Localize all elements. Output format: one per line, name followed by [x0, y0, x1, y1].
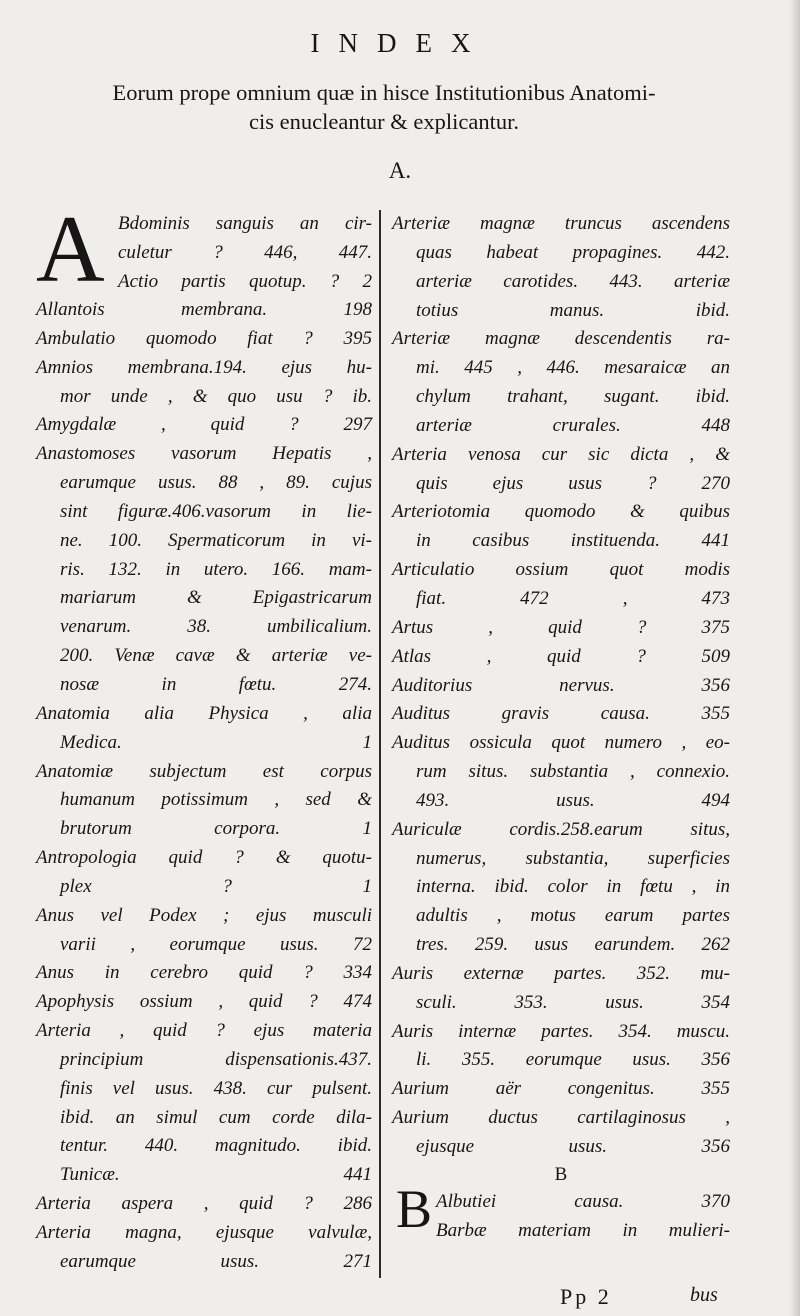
subtitle-line-2: cis enucleantur & explicantur. [249, 109, 519, 134]
dropcap-line: culetur ? 446, 447. [118, 241, 372, 263]
index-entry [36, 1190, 372, 1219]
index-entry-line: numerus, substantia, superficies [416, 847, 730, 869]
index-entry-line: Arteriotomia quomodo & quibus [392, 501, 730, 523]
index-entry [392, 1075, 730, 1104]
index-entry-line: Allantois membrana. 198 [36, 299, 372, 320]
left-column [36, 196, 372, 1277]
dropcap-letter-b: B [396, 1178, 433, 1239]
index-entry [36, 959, 372, 988]
index-entry-line: Arteria magna, ejusque valvulæ, [36, 1222, 372, 1243]
index-entry [392, 700, 730, 729]
index-entry [392, 614, 730, 643]
index-entry-line: Arteria aspera , quid ? 286 [36, 1193, 372, 1215]
index-entry-line: Anatomia alia Physica , alia [36, 702, 372, 724]
index-entry-line: sint figuræ.406.vasorum in lie- [60, 500, 372, 522]
index-entry-line: 493. usus. 494 [416, 789, 730, 811]
index-entry-line: humanum potissimum , sed & [60, 789, 372, 811]
index-entry [36, 902, 372, 960]
index-entry [392, 672, 730, 701]
index-entry-line: venarum. 38. umbilicalium. [60, 616, 372, 638]
section-heading-b: B [554, 1163, 568, 1185]
subtitle-line-1: Eorum prope omnium quæ in hisce Institutionibus Anatomi- [112, 80, 656, 105]
index-entry-line: adultis , motus earum partes [416, 905, 730, 927]
index-entry-line: principium dispensationis.437. [60, 1048, 372, 1070]
index-entry-line: brutorum corpora. 1 [60, 818, 372, 840]
index-entry [36, 844, 372, 902]
index-entry-line: tres. 259. usus earundem. 262 [416, 934, 730, 956]
signature-mark: Pp 2 [560, 1284, 612, 1309]
index-entry [392, 816, 730, 960]
catchword: bus [690, 1284, 718, 1306]
index-entry-line: Ambulatio quomodo fiat ? 395 [36, 327, 372, 349]
page-edge-shadow [790, 0, 800, 1316]
index-entry-line: mor unde , & quo usu ? ib. [60, 385, 372, 407]
index-entry-line: in casibus instituenda. 441 [416, 530, 730, 552]
index-entry-line: Articulatio ossium quot modis [392, 559, 730, 581]
index-entry [36, 440, 372, 700]
dropcap-letter: A [36, 196, 105, 302]
index-entry [392, 325, 730, 440]
dropcap-b-text [436, 1188, 730, 1246]
index-entry-line: quas habeat propagines. 442. [416, 241, 730, 263]
index-entry [392, 210, 730, 325]
index-entry-line: tentur. 440. magnitudo. ibid. [60, 1135, 372, 1157]
index-entry [392, 643, 730, 672]
index-entry-line: Auris externæ partes. 352. mu- [392, 962, 730, 984]
dropcap-line: Bdominis sanguis an cir- [118, 213, 372, 234]
index-entry [36, 354, 372, 412]
index-entry-line: Anus in cerebro quid ? 334 [36, 962, 372, 984]
index-entry [392, 1104, 730, 1162]
index-entry-line: earumque usus. 88 , 89. cujus [60, 472, 372, 494]
right-entry-list [392, 210, 730, 1162]
left-entry-list [36, 296, 372, 1277]
index-entry-line: sculi. 353. usus. 354 [416, 991, 730, 1013]
index-entry-line: plex ? 1 [60, 875, 372, 897]
index-entry [392, 441, 730, 499]
index-entry [392, 556, 730, 614]
index-entry-line: Amnios membrana.194. ejus hu- [36, 356, 372, 378]
index-entry-line: Aurium ductus cartilaginosus , [392, 1107, 730, 1129]
index-entry-line: Anastomoses vasorum Hepatis , [36, 443, 372, 465]
index-entry-line: varii , eorumque usus. 72 [60, 933, 372, 955]
index-entry-line: Arteria venosa cur sic dicta , & [392, 443, 730, 465]
index-entry-line: mariarum & Epigastricarum [60, 587, 372, 609]
index-entry [392, 729, 730, 816]
index-entry-line: Aurium aër congenitus. 355 [392, 1078, 730, 1100]
dropcap-b-line: Albutiei causa. 370 [436, 1190, 730, 1212]
running-head: INDEX [310, 28, 490, 58]
index-entry-line: Artus , quid ? 375 [392, 616, 730, 638]
index-entry-line: Arteria , quid ? ejus materia [36, 1020, 372, 1042]
dropcap-entry-abdominis [36, 196, 372, 302]
index-entry [36, 1017, 372, 1190]
index-entry-line: Auditorius nervus. 356 [392, 674, 730, 696]
index-entry-line: Auditus ossicula quot numero , eo- [392, 732, 730, 754]
index-entry-line: 200. Venæ cavæ & arteriæ ve- [60, 645, 372, 667]
index-entry-line: Anus vel Podex ; ejus musculi [36, 904, 372, 926]
index-entry-line: arteriæ crurales. 448 [416, 414, 730, 436]
dropcap-entry-albutiei [392, 1178, 730, 1246]
index-entry-line: Antropologia quid ? & quotu- [36, 847, 372, 869]
index-entry [36, 700, 372, 758]
index-entry-line: ibid. an simul cum corde dila- [60, 1106, 372, 1128]
index-entry [36, 325, 372, 354]
index-entry-line: ejusque usus. 356 [416, 1136, 730, 1157]
index-entry [392, 960, 730, 1018]
dropcap-b-line: Barbæ materiam in mulieri- [436, 1219, 730, 1241]
column-divider [379, 210, 381, 1278]
dropcap-line: Actio partis quotup. ? 2 [118, 270, 372, 292]
index-entry-line: interna. ibid. color in fœtu , in [416, 876, 730, 898]
index-entry-line: Amygdalæ , quid ? 297 [36, 414, 372, 436]
index-entry-line: ne. 100. Spermaticorum in vi- [60, 529, 372, 551]
index-entry [36, 411, 372, 440]
index-entry-line: chylum trahant, sugant. ibid. [416, 386, 730, 408]
index-entry [36, 758, 372, 845]
index-entry [392, 498, 730, 556]
index-entry-line: Auris internæ partes. 354. muscu. [392, 1020, 730, 1042]
index-entry-line: Arteriæ magnæ truncus ascendens [392, 213, 730, 234]
index-entry-line: fiat. 472 , 473 [416, 587, 730, 609]
index-entry-line: Tunicæ. 441 [60, 1164, 372, 1186]
right-column [392, 210, 730, 1246]
index-entry-line: arteriæ carotides. 443. arteriæ [416, 270, 730, 292]
index-entry-line: finis vel usus. 438. cur pulsent. [60, 1077, 372, 1099]
index-entry-line: li. 355. eorumque usus. 356 [416, 1049, 730, 1071]
index-entry [392, 1018, 730, 1076]
index-entry-line: Apophysis ossium , quid ? 474 [36, 991, 372, 1013]
index-entry-line: Auditus gravis causa. 355 [392, 703, 730, 725]
index-entry-line: mi. 445 , 446. mesaraicæ an [416, 357, 730, 379]
index-entry-line: ris. 132. in utero. 166. mam- [60, 558, 372, 580]
index-entry-line: Arteriæ magnæ descendentis ra- [392, 328, 730, 350]
index-entry-line: rum situs. substantia , connexio. [416, 761, 730, 783]
dropcap-text [118, 210, 372, 297]
index-entry-line: nosæ in fœtu. 274. [60, 673, 372, 695]
index-entry-line: totius manus. ibid. [416, 299, 730, 321]
index-entry [36, 988, 372, 1017]
index-entry-line: Anatomiæ subjectum est corpus [36, 760, 372, 782]
index-entry [36, 1219, 372, 1277]
index-entry-line: quis ejus usus ? 270 [416, 472, 730, 494]
section-heading-a: A. [388, 158, 412, 183]
index-subtitle [44, 78, 724, 136]
index-entry-line: earumque usus. 271 [60, 1250, 372, 1272]
index-entry-line: Medica. 1 [60, 731, 372, 753]
index-entry-line: Atlas , quid ? 509 [392, 645, 730, 667]
index-entry-line: Auriculæ cordis.258.earum situs, [392, 818, 730, 840]
